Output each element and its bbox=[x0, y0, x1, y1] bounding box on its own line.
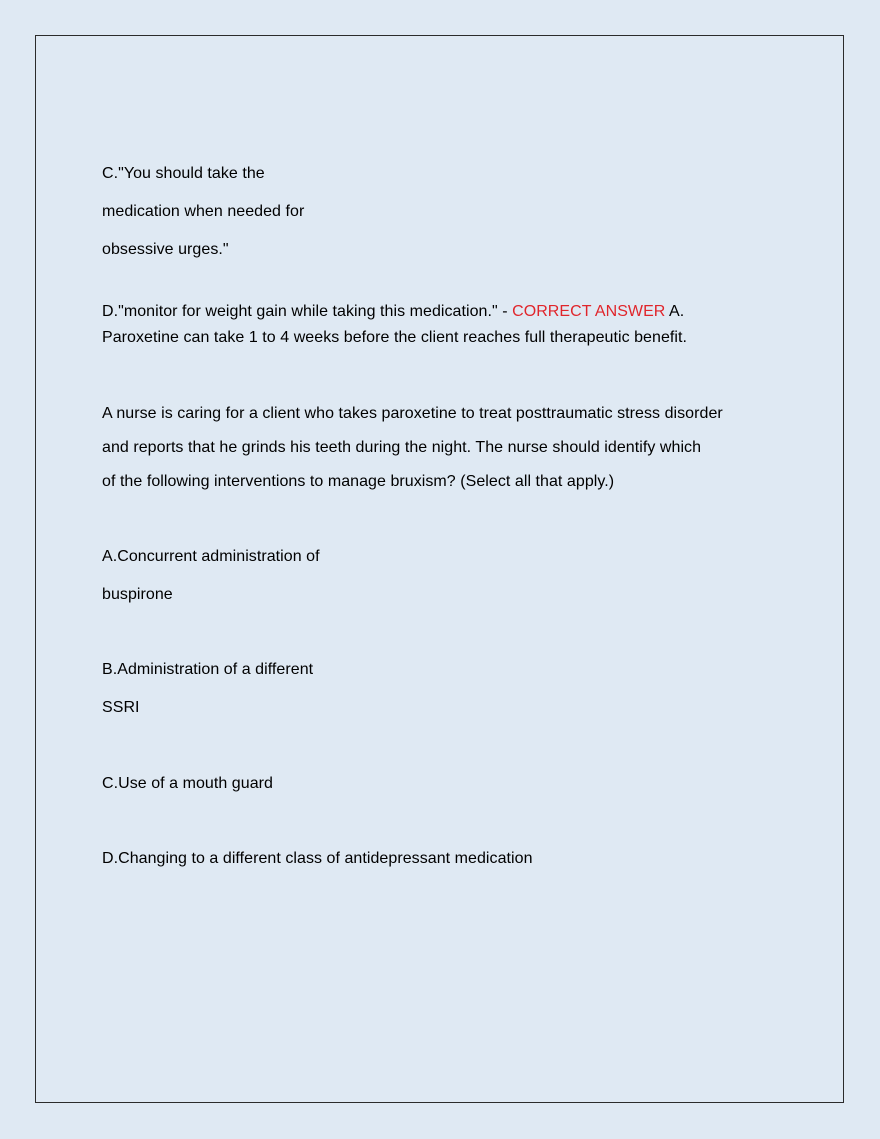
question-line3: of the following interventions to manage bruxism? (Select all that apply.) bbox=[102, 473, 615, 490]
prev-option-d-text: D."monitor for weight gain while taking this medication." - bbox=[102, 303, 513, 320]
prev-option-c-line2: medication when needed for bbox=[102, 203, 305, 220]
page-border bbox=[35, 35, 844, 1103]
answer-line2: Paroxetine can take 1 to 4 weeks before the client reaches full therapeutic benefit. bbox=[102, 329, 687, 346]
option-a-line1: A.Concurrent administration of bbox=[102, 548, 320, 565]
option-b-line1: B.Administration of a different bbox=[102, 661, 314, 678]
option-d: D.Changing to a different class of antidepressant medication bbox=[102, 850, 533, 867]
question-line2: and reports that he grinds his teeth during the night. The nurse should identify which bbox=[102, 439, 702, 456]
option-b-line2: SSRI bbox=[102, 699, 140, 716]
prev-option-c-line1: C."You should take the bbox=[102, 165, 265, 182]
option-a-line2: buspirone bbox=[102, 586, 173, 603]
correct-answer-label: CORRECT ANSWER bbox=[512, 303, 666, 320]
question-line1: A nurse is caring for a client who takes paroxetine to treat posttraumatic stress disorder bbox=[102, 405, 723, 422]
prev-option-c-line3: obsessive urges." bbox=[102, 241, 229, 258]
prev-option-d-line bbox=[102, 302, 684, 322]
option-c: C.Use of a mouth guard bbox=[102, 775, 273, 792]
answer-line1: A. bbox=[665, 303, 685, 320]
